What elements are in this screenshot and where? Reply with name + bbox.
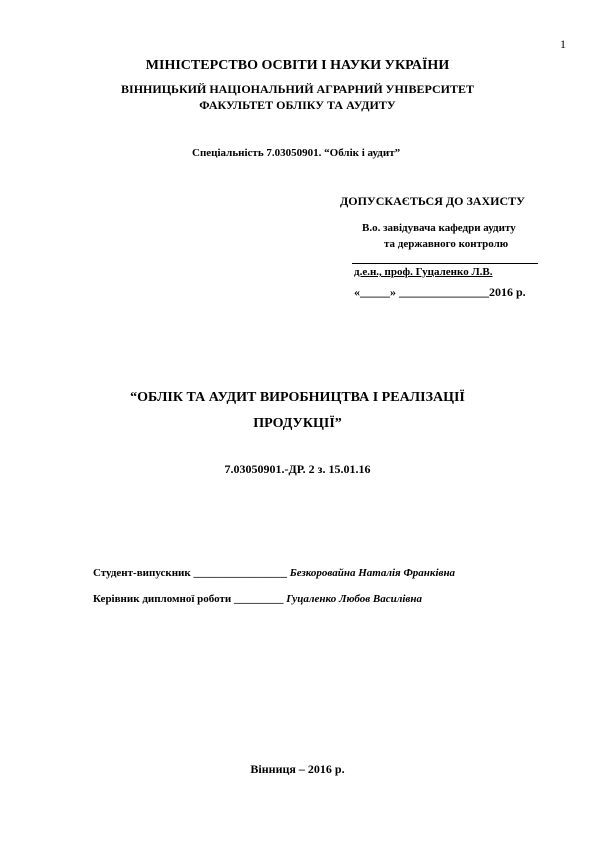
supervisor-line xyxy=(93,593,422,605)
student-label: Студент-випускник _________________ xyxy=(93,567,287,579)
city-year: Вінниця – 2016 р. xyxy=(250,762,345,776)
page-number: 1 xyxy=(560,37,566,51)
work-code: 7.03050901.-ДР. 2 з. 15.01.16 xyxy=(224,462,371,476)
approval-heading: ДОПУСКАЄТЬСЯ ДО ЗАХИСТУ xyxy=(340,194,525,208)
supervisor-label: Керівник дипломної роботи _________ xyxy=(93,593,284,605)
student-name: Безкоровайна Наталія Франківна xyxy=(289,567,456,579)
university-heading: ВІННИЦЬКИЙ НАЦІОНАЛЬНИЙ АГРАРНИЙ УНІВЕРСИТЕТ xyxy=(121,82,474,96)
approval-date-line: «_____» _______________2016 р. xyxy=(354,285,526,299)
approver-name: д.е.н., проф. Гуцаленко Л.В. xyxy=(354,266,493,278)
faculty-heading: ФАКУЛЬТЕТ ОБЛІКУ ТА АУДИТУ xyxy=(199,98,396,112)
thesis-title-line2: ПРОДУКЦІЇ” xyxy=(253,416,342,431)
signature-line xyxy=(352,263,538,264)
ministry-heading: МІНІСТЕРСТВО ОСВІТИ І НАУКИ УКРАЇНИ xyxy=(145,58,450,73)
student-line xyxy=(93,567,455,579)
specialty-line: Спеціальність 7.03050901. “Облік і аудит” xyxy=(192,147,401,159)
thesis-title-line1: “ОБЛІК ТА АУДИТ ВИРОБНИЦТВА І РЕАЛІЗАЦІЇ xyxy=(130,390,465,405)
supervisor-name: Гуцаленко Любов Василівна xyxy=(286,593,422,605)
approver-role-line1: В.о. завідувача кафедри аудиту xyxy=(362,222,516,234)
approver-role-line2: та державного контролю xyxy=(384,238,509,250)
